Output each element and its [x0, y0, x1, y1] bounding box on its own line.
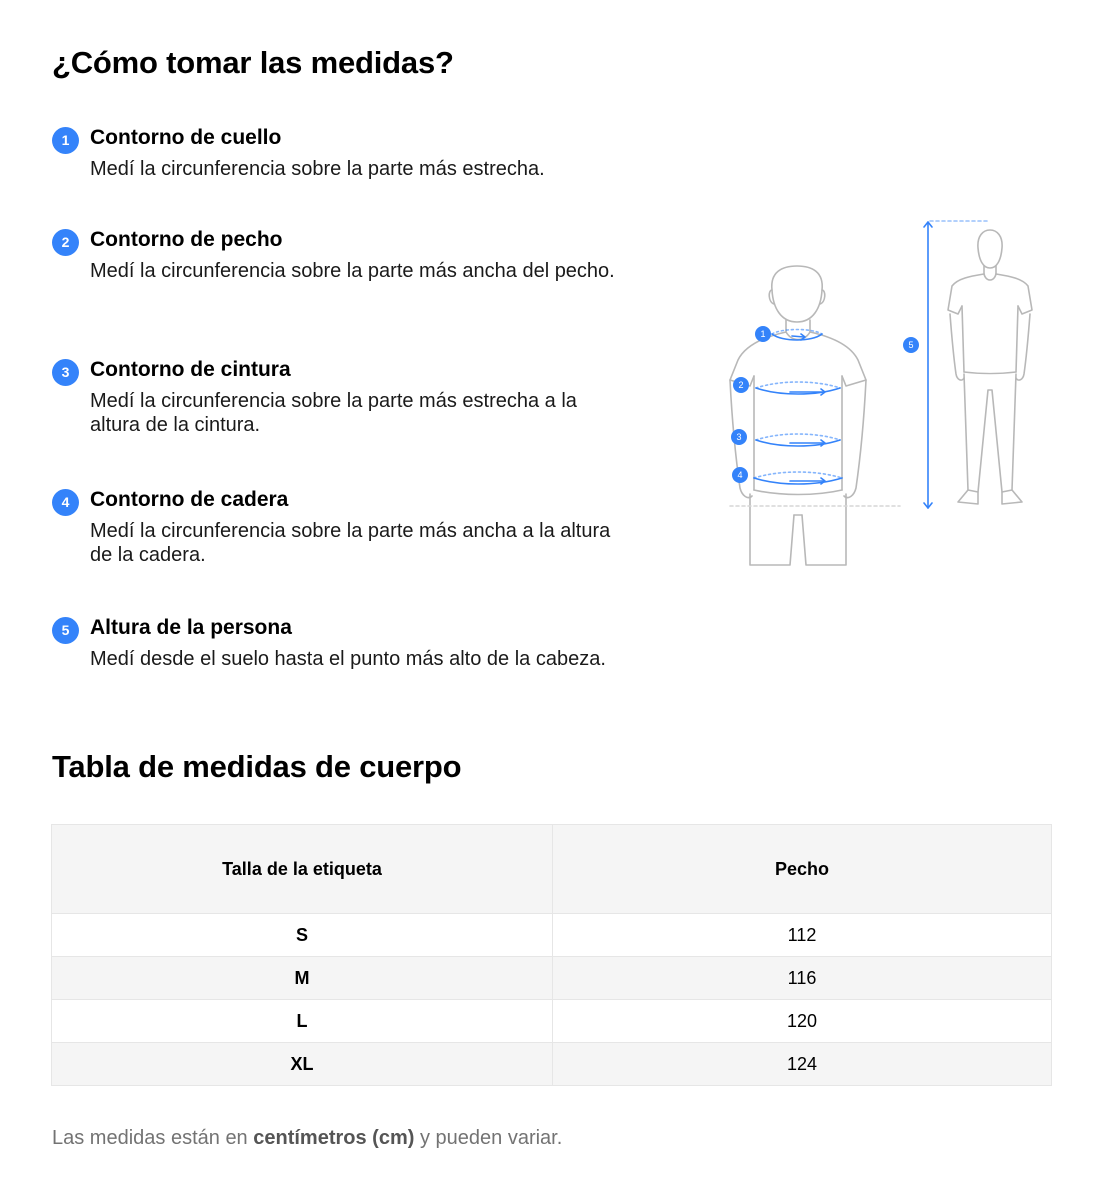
step-title: Altura de la persona: [90, 616, 292, 639]
full-body-figure: [948, 230, 1032, 504]
size-cell: M: [294, 967, 310, 988]
chest-cell: 116: [552, 957, 1051, 999]
step-height: [52, 613, 632, 697]
step-title: Contorno de cadera: [90, 488, 289, 511]
units-footnote: [52, 1124, 562, 1152]
body-measurement-illustration: [720, 210, 1060, 580]
table-row: [52, 956, 1051, 999]
chest-cell: 120: [552, 1000, 1051, 1042]
step-number-badge: 4: [52, 489, 79, 516]
chest-cell: 112: [552, 914, 1051, 956]
measure-rings: [754, 330, 842, 485]
front-figure: [730, 266, 900, 565]
marker-label: 2: [738, 380, 744, 390]
step-hip: [52, 485, 632, 569]
step-title: Contorno de cuello: [90, 126, 282, 149]
step-description: Medí desde el suelo hasta el punto más alto de la cabeza.: [90, 648, 606, 670]
step-waist: [52, 355, 632, 439]
chest-cell: 124: [552, 1043, 1051, 1085]
step-number-badge: 5: [52, 617, 79, 644]
illustration-markers: [731, 326, 919, 483]
table-row: [52, 1042, 1051, 1085]
table-row: [52, 913, 1051, 956]
step-neck: [52, 123, 632, 183]
size-cell: L: [296, 1010, 308, 1031]
step-description: Medí la circunferencia sobre la parte más estrecha a la altura de la cintura.: [90, 390, 577, 436]
footnote-text-after: y pueden variar.: [414, 1127, 563, 1149]
step-description: Medí la circunferencia sobre la parte más ancha del pecho.: [90, 260, 615, 282]
guide-title: ¿Cómo tomar las medidas?: [52, 45, 454, 80]
footnote-text-before: Las medidas están en: [52, 1127, 254, 1149]
step-title: Contorno de pecho: [90, 228, 283, 251]
table-header-row: [52, 825, 1051, 913]
marker-label: 1: [760, 329, 766, 339]
height-measure-line: [924, 221, 988, 508]
step-description: Medí la circunferencia sobre la parte más estrecha.: [90, 158, 545, 180]
size-table: [51, 824, 1052, 1086]
size-table-title: Tabla de medidas de cuerpo: [52, 749, 462, 784]
step-chest: [52, 225, 632, 309]
step-title: Contorno de cintura: [90, 358, 291, 381]
marker-label: 5: [908, 340, 914, 350]
step-number-badge: 1: [52, 127, 79, 154]
marker-label: 3: [736, 432, 742, 442]
step-number-badge: 3: [52, 359, 79, 386]
step-number-badge: 2: [52, 229, 79, 256]
size-cell: S: [295, 924, 308, 945]
step-description: Medí la circunferencia sobre la parte más ancha a la altura de la cadera.: [90, 520, 611, 566]
column-header-size: Talla de la etiqueta: [222, 858, 382, 879]
marker-label: 4: [737, 470, 743, 480]
table-row: [52, 999, 1051, 1042]
footnote-unit: centímetros (cm): [253, 1127, 415, 1149]
column-header-chest: Pecho: [552, 825, 1051, 913]
size-cell: XL: [290, 1053, 314, 1074]
